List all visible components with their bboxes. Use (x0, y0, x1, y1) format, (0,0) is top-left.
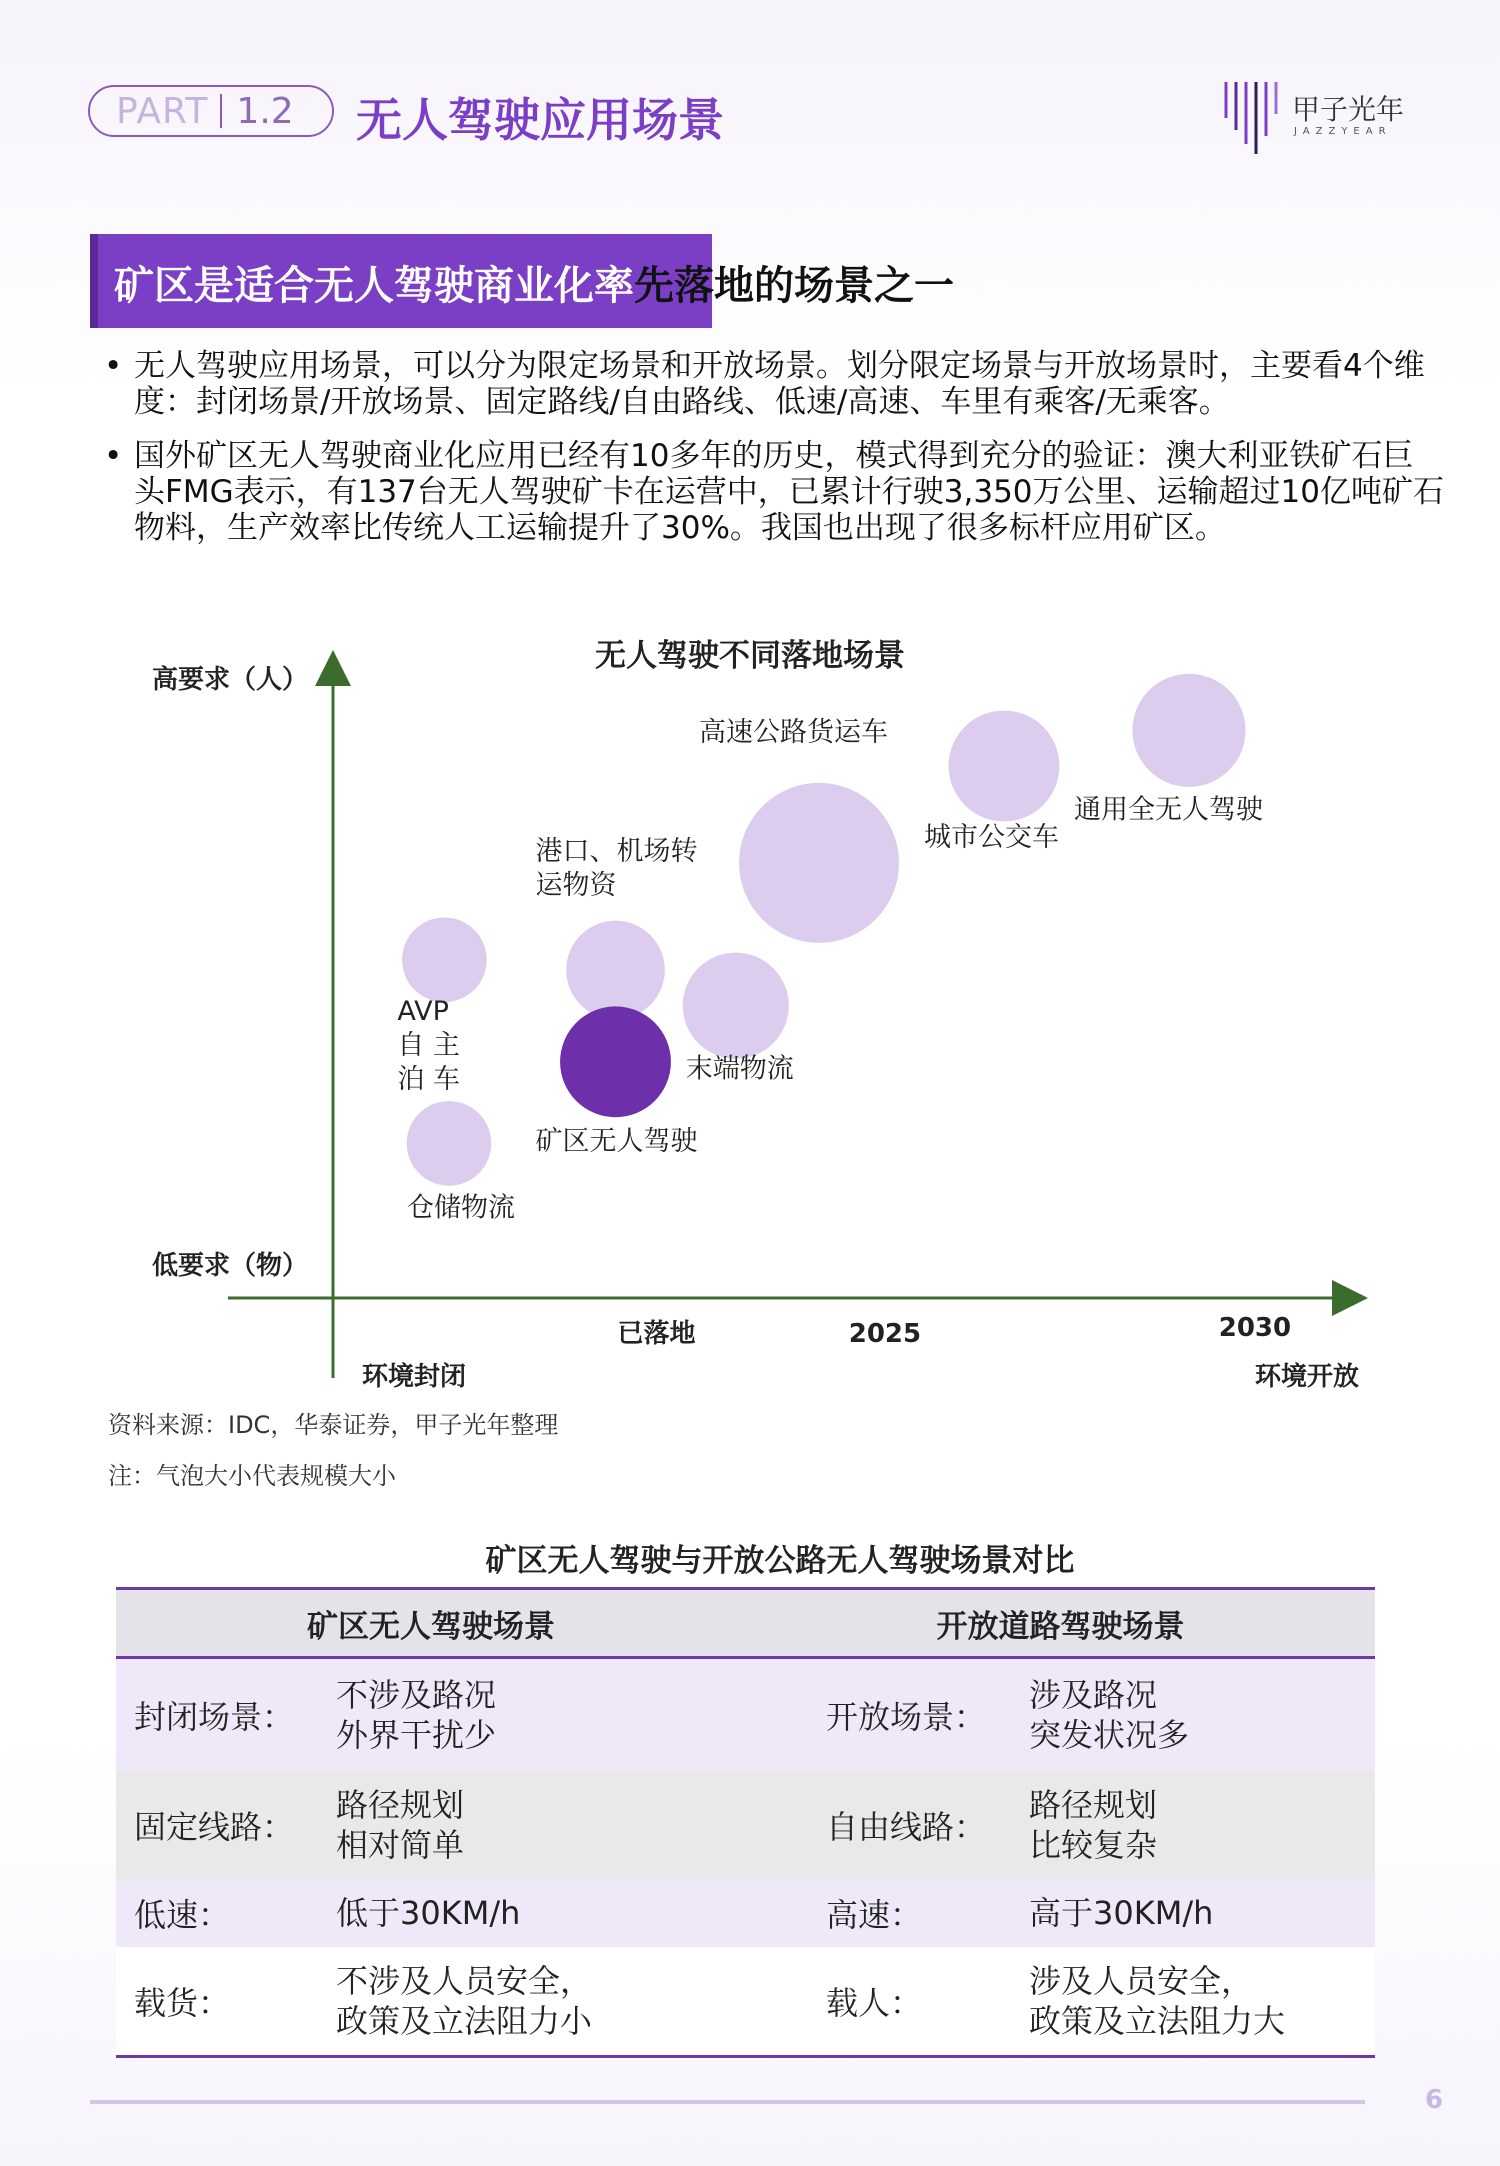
bubble-3 (566, 921, 665, 1020)
value-line: 政策及立法阻力大 (1029, 2002, 1286, 2040)
row-key-right: 高速： (826, 1896, 923, 1934)
table-header-open-road: 开放道路驾驶场景 (936, 1608, 1185, 1645)
x-axis-right-label: 环境开放 (1255, 1362, 1360, 1392)
bubble-8 (1132, 674, 1245, 787)
bubble-label-line: 通用全无人驾驶 (1074, 794, 1263, 826)
part-label: PART (116, 90, 209, 132)
bubble-label-line: 仓储物流 (407, 1192, 515, 1224)
value-line: 路径规划 (1029, 1786, 1158, 1824)
row-key-left: 载货： (134, 1984, 231, 2022)
bubble-label-line: 高速公路货运车 (699, 716, 888, 748)
bubble-label-3 (536, 836, 698, 901)
bubble-label-4 (536, 1126, 698, 1157)
bubble-label-8 (1074, 794, 1263, 825)
row-key-right: 载人： (826, 1984, 923, 2022)
value-line: 相对简单 (336, 1826, 465, 1864)
bubble-6 (739, 783, 899, 943)
x-tick-label: 已落地 (617, 1319, 696, 1349)
value-line: 不涉及路况 (336, 1676, 497, 1714)
value-line: 路径规划 (336, 1786, 465, 1824)
row-value-right (1029, 1961, 1375, 2041)
part-number: 1.2 (236, 90, 294, 132)
row-value-left (336, 1785, 826, 1865)
value-line: 不涉及人员安全， (336, 1962, 593, 2000)
logo-brand-text: 甲子光年 (1292, 93, 1405, 126)
row-key-left: 低速： (134, 1896, 231, 1934)
value-line: 涉及路况 (1029, 1676, 1158, 1714)
row-value-right (1029, 1785, 1375, 1865)
bubble-label-5 (686, 1054, 794, 1085)
table-row (116, 1947, 1375, 2055)
bubble-label-6 (699, 717, 888, 748)
bubble-7 (949, 711, 1060, 822)
bubble-4 (560, 1006, 671, 1117)
table-row (116, 1771, 1375, 1879)
bubble-label-line: 泊 车 (397, 1063, 460, 1095)
comparison-table (116, 1587, 1375, 2058)
row-value-right: 高于30KM/h (1029, 1894, 1214, 1932)
bubble-label-line: 自 主 (397, 1029, 469, 1061)
bubble-label-line: 矿区无人驾驶 (535, 1125, 698, 1157)
page-number: 6 (1425, 2085, 1444, 2115)
bubble-label-1 (407, 1192, 515, 1223)
bubble-5 (683, 953, 789, 1059)
bubble-label-line: 运物资 (535, 870, 617, 901)
headline-highlighted: 矿区是适合无人驾驶商业化率 (114, 263, 634, 309)
row-key-left: 固定线路： (134, 1808, 295, 1846)
table-row (116, 1879, 1375, 1947)
value-line: 政策及立法阻力小 (336, 2002, 593, 2040)
x-tick-label: 2025 (848, 1319, 922, 1349)
value-line: 涉及人员安全， (1029, 1962, 1254, 2000)
x-axis-left-label: 环境封闭 (362, 1362, 467, 1392)
table-header-mining: 矿区无人驾驶场景 (307, 1608, 555, 1645)
y-axis-top-label: 高要求（人） (152, 665, 309, 695)
headline-rest: 先落地的场景之一 (634, 263, 954, 309)
row-value-left: 低于30KM/h (336, 1894, 521, 1932)
row-key-right: 开放场景： (826, 1698, 987, 1736)
bubble-label-line: 末端物流 (685, 1053, 794, 1085)
row-key-right: 自由线路： (826, 1808, 987, 1846)
bubble-label-line: 港口、机场转 (535, 836, 698, 867)
row-key-left: 封闭场景： (134, 1698, 295, 1736)
table-row (116, 1659, 1375, 1771)
value-line: 外界干扰少 (336, 1716, 497, 1754)
bullet-item: • 国外矿区无人驾驶商业化应用已经有10多年的历史，模式得到充分的验证：澳大利亚铁矿石巨头FMG表示，有137台无人驾驶矿卡在运营中，已累计行驶3,350万公里、运输超过10亿吨矿石物料，生产效率比传统人工运输提升了30%。我国也出现了很多标杆应用矿区。 (104, 438, 1444, 546)
bullet-item: • 无人驾驶应用场景，可以分为限定场景和开放场景。划分限定场景与开放场景时，主要看4个维度：封闭场景/开放场景、固定路线/自由路线、低速/高速、车里有乘客/无乘客。 (104, 348, 1444, 420)
bubble-size-note: 注：气泡大小代表规模大小 (108, 1462, 396, 1490)
bubble-2 (402, 917, 487, 1002)
y-axis-bottom-label: 低要求（物） (152, 1251, 309, 1281)
value-line: 突发状况多 (1029, 1716, 1190, 1754)
chart-title: 无人驾驶不同落地场景 (595, 638, 905, 674)
bubble-label-7 (924, 822, 1059, 853)
bubble-label-2 (397, 996, 468, 1095)
x-tick-label: 2030 (1218, 1313, 1292, 1343)
row-value-left (336, 1961, 826, 2041)
table-title: 矿区无人驾驶与开放公路无人驾驶场景对比 (485, 1543, 1075, 1579)
section-title: 无人驾驶应用场景 (356, 93, 724, 147)
footer-divider (90, 2100, 1365, 2104)
row-value-left (336, 1675, 826, 1755)
table-header-row (116, 1590, 1375, 1659)
row-value-right (1029, 1675, 1375, 1755)
source-note: 资料来源：IDC，华泰证券，甲子光年整理 (108, 1411, 559, 1439)
value-line: 比较复杂 (1029, 1826, 1158, 1864)
bubble-label-line: 城市公交车 (924, 822, 1059, 853)
logo-sub-text: JAZZYEAR (1294, 126, 1392, 137)
bubble-label-line: AVP (397, 995, 458, 1027)
bubble-1 (407, 1101, 492, 1186)
